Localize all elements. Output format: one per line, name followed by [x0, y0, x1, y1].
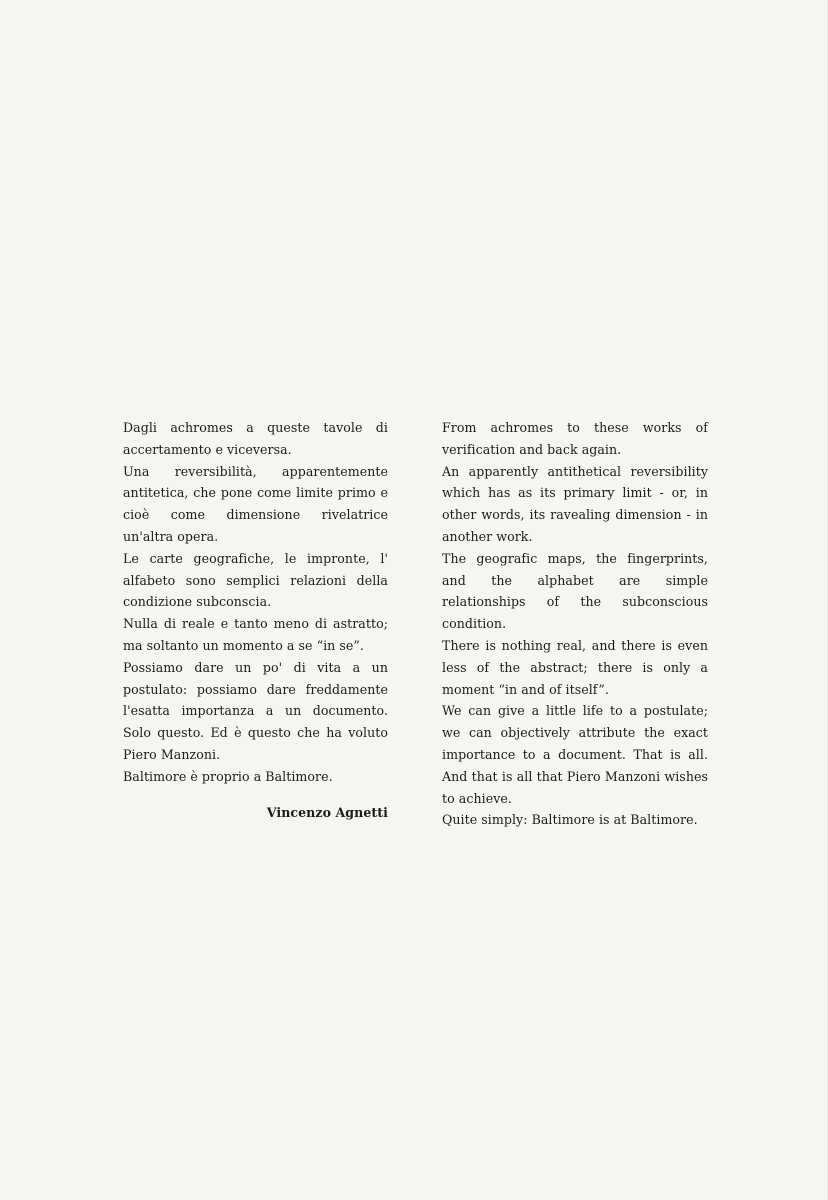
italian-paragraph-1: Dagli achromes a queste tavole di accertamento e viceversa. [123, 420, 388, 457]
english-paragraph-3: The geografic maps, the fingerprints, and the alphabet are simple relationships of the subconscious condition. [442, 550, 708, 632]
italian-paragraph-3: Le carte geografiche, le impronte, l' alfabeto sono semplici relazioni della condizione subconscia. [123, 550, 388, 610]
english-paragraph-4: There is nothing real, and there is even less of the abstract; there is only a moment “in and of itself”. [442, 637, 708, 697]
english-paragraph-1: From achromes to these works of verification and back again. [442, 420, 708, 457]
english-paragraph-5: We can give a little life to a postulate; we can objectively attribute the exact importance to a document. That is all. And that is all that Piero Manzoni wishes to achieve. [442, 703, 708, 806]
english-paragraph-6: Quite simply: Baltimore is at Baltimore. [442, 812, 698, 828]
english-text-column [442, 417, 708, 831]
author-signature: Vincenzo Agnetti [266, 804, 388, 820]
italian-paragraph-6: Baltimore è proprio a Baltimore. [123, 768, 333, 784]
italian-paragraph-2: Una reversibilità, apparentemente antitetica, che pone come limite primo e cioè come dimensione rivelatrice un'altra opera. [123, 463, 388, 544]
italian-paragraph-5: Possiamo dare un po' di vita a un postulato: possiamo dare freddamente l'esatta importanza a un documento. Solo questo. Ed è questo che ha voluto Piero Manzoni. [123, 659, 388, 762]
english-paragraph-2: An apparently antithetical reversibility which has as its primary limit - or, in other words, its ravealing dimension - in another work. [442, 463, 708, 544]
italian-text-column [123, 417, 388, 823]
italian-paragraph-4: Nulla di reale e tanto meno di astratto; ma soltanto un momento a se “in se”. [123, 616, 388, 653]
